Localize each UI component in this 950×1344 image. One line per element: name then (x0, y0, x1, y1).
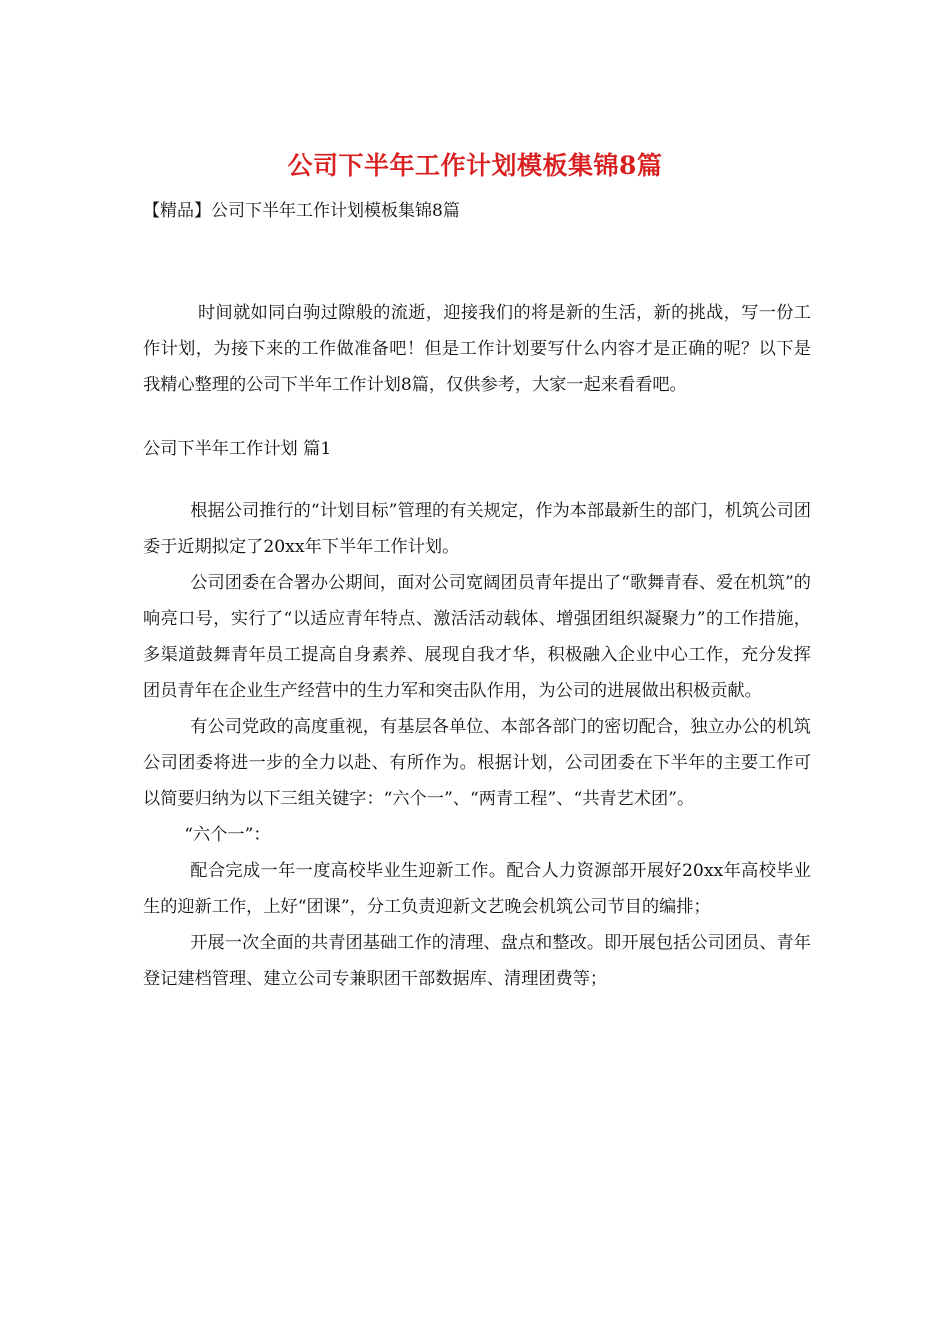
body-paragraph: 根据公司推行的“计划目标”管理的有关规定，作为本部最新生的部门，机筑公司团委于近期拟定了20xx年下半年工作计划。 (143, 501, 811, 557)
body-paragraph: 公司团委在合署办公期间，面对公司宽阔团员青年提出了“歌舞青春、爱在机筑”的响亮口号，实行了“以适应青年特点、激活活动载体、增强团组织凝聚力”的工作措施，多渠道鼓舞青年员工提高自身素养、展现自我才华，积极融入企业中心工作，充分发挥团员青年在企业生产经营中的生力军和突击队作用，为公司的进展做出积极贡献。 (143, 573, 811, 701)
body-paragraph: “六个一”： (184, 825, 271, 845)
body-paragraph: 开展一次全面的共青团基础工作的清理、盘点和整改。即开展包括公司团员、青年登记建档管理、建立公司专兼职团干部数据库、清理团费等； (143, 933, 811, 989)
body-paragraph: 配合完成一年一度高校毕业生迎新工作。配合人力资源部开展好20xx年高校毕业生的迎新工作，上好“团课”，分工负责迎新文艺晚会机筑公司节目的编排； (143, 861, 811, 917)
intro-paragraph: 时间就如同白驹过隙般的流逝，迎接我们的将是新的生活，新的挑战，写一份工作计划，为接下来的工作做准备吧！但是工作计划要写什么内容才是正确的呢？以下是我精心整理的公司下半年工作计划8篇，仅供参考，大家一起来看看吧。 (143, 303, 811, 395)
document-subtitle: 【精品】公司下半年工作计划模板集锦8篇 (143, 201, 460, 221)
document-title: 公司下半年工作计划模板集锦8篇 (287, 151, 663, 180)
body-paragraph: 有公司党政的高度重视，有基层各单位、本部各部门的密切配合，独立办公的机筑公司团委将进一步的全力以赴、有所作为。根据计划，公司团委在下半年的主要工作可以简要归纳为以下三组关键字：“六个一”、“两青工程”、“共青艺术团”。 (143, 717, 811, 809)
document-body (143, 295, 811, 997)
section-heading: 公司下半年工作计划 篇1 (143, 439, 332, 459)
